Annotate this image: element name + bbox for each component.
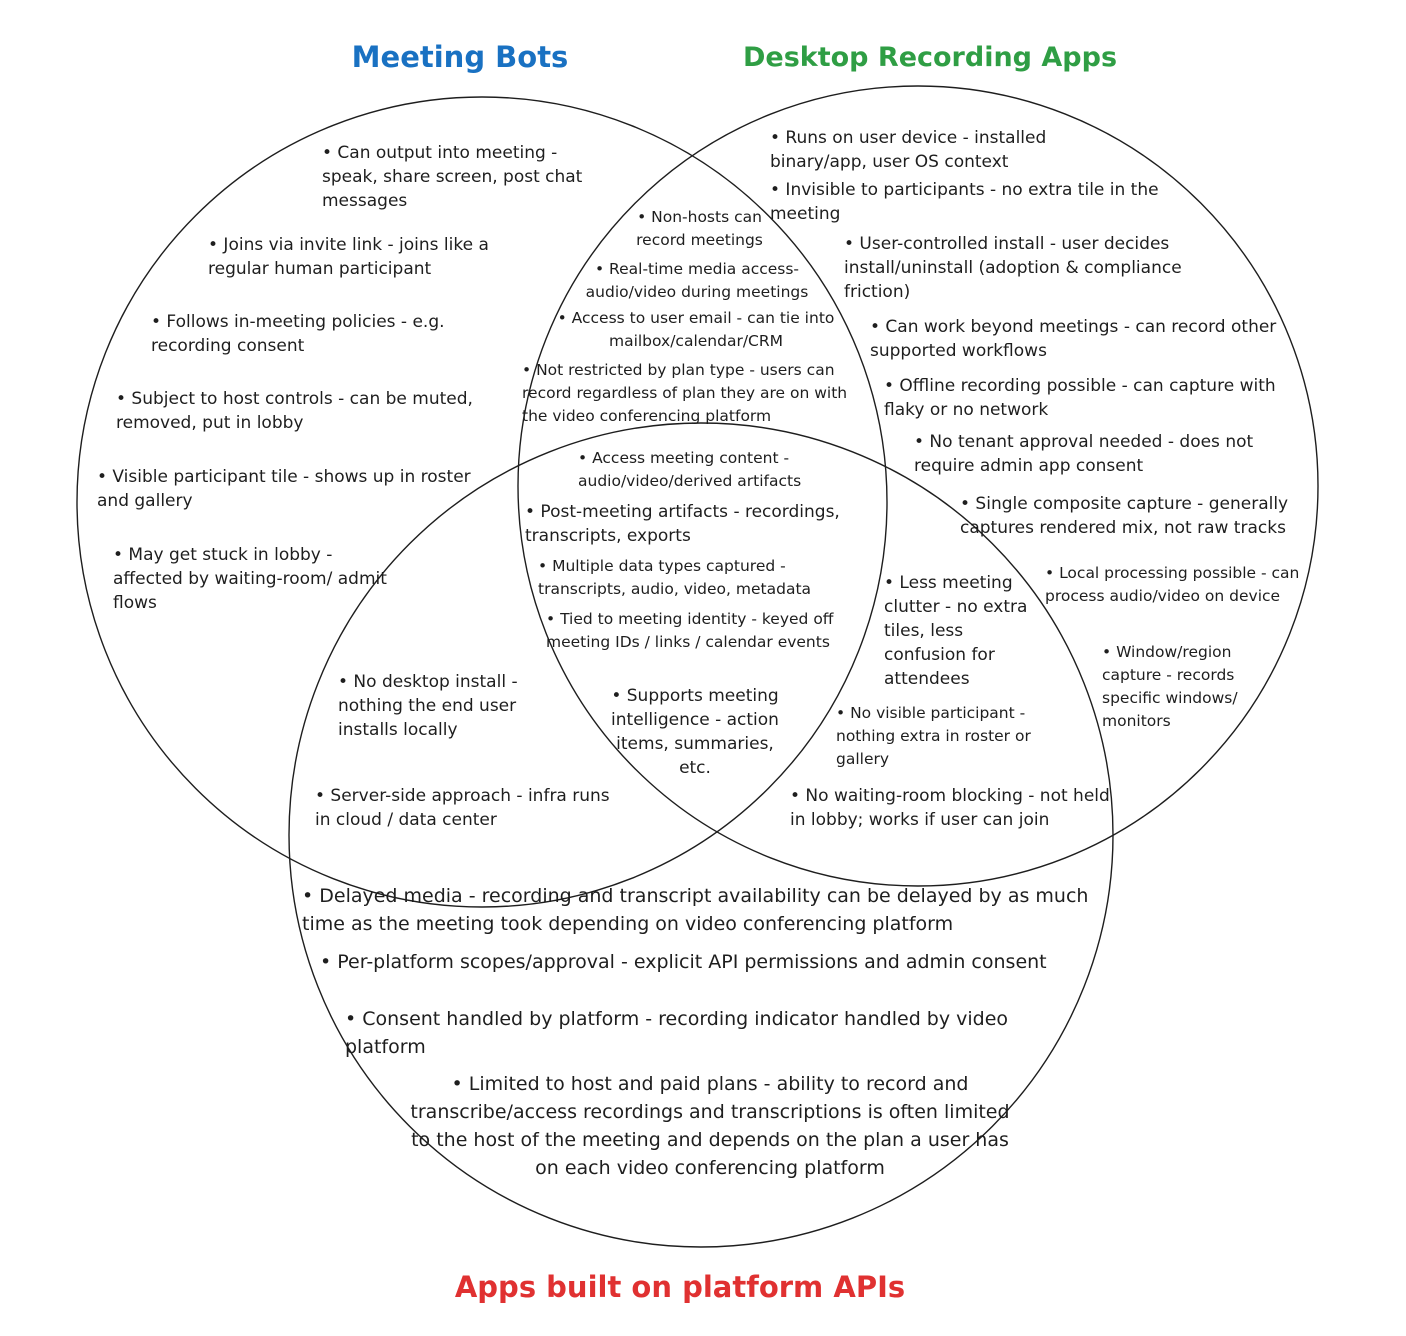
bots-desktop-item: • Not restricted by plan type - users can record regardless of plan they are on with the video conferencing platform <box>522 361 848 425</box>
desktop-item: • Window/region capture - records specific windows/ monitors <box>1102 643 1238 730</box>
bots-item: • Joins via invite link - joins like a regular human participant <box>208 235 489 279</box>
desktop-item: • Can work beyond meetings - can record other supported workflows <box>870 317 1277 361</box>
bots-item: • Follows in-meeting policies - e.g. recording consent <box>151 312 445 356</box>
desktop-platform-item: • No waiting-room blocking - not held in lobby; works if user can join <box>790 786 1110 830</box>
all-three-item: • Tied to meeting identity - keyed off meeting IDs / links / calendar events <box>546 610 834 651</box>
platform-item: • Delayed media - recording and transcript availability can be delayed by as much time as the meeting took depending on video conferencing platform <box>302 885 1089 935</box>
desktop-item: • Local processing possible - can process audio/video on device <box>1045 564 1300 605</box>
meeting-bots-title: Meeting Bots <box>351 40 569 74</box>
all-three-item: • Post-meeting artifacts - recordings, transcripts, exports <box>525 502 840 546</box>
all-three-item: • Supports meeting intelligence - action items, summaries, etc. <box>611 686 779 778</box>
desktop-platform-item: • No visible participant - nothing extra in roster or gallery <box>836 704 1031 768</box>
desktop-item: • Single composite capture - generally captures rendered mix, not raw tracks <box>960 494 1289 538</box>
desktop-item: • No tenant approval needed - does not require admin app consent <box>914 432 1254 476</box>
all-three-item: • Access meeting content - audio/video/derived artifacts <box>578 449 802 490</box>
bots-item: • Visible participant tile - shows up in roster and gallery <box>97 467 471 511</box>
bots-item: • Subject to host controls - can be muted, removed, put in lobby <box>116 389 473 433</box>
bots-item: • May get stuck in lobby - affected by waiting-room/ admit flows <box>113 545 387 613</box>
desktop-item: • Offline recording possible - can capture with flaky or no network <box>884 376 1276 420</box>
bots-platform-item: • Server-side approach - infra runs in cloud / data center <box>315 786 610 830</box>
bots-platform-item: • No desktop install - nothing the end user installs locally <box>338 672 518 740</box>
platform-item: • Consent handled by platform - recording indicator handled by video platform <box>345 1008 1009 1058</box>
bots-desktop-item: • Real-time media access- audio/video during meetings <box>585 260 809 301</box>
bots-desktop-item: • Access to user email - can tie into mailbox/calendar/CRM <box>557 309 835 350</box>
desktop-platform-item: • Less meeting clutter - no extra tiles, less confusion for attendees <box>884 573 1028 689</box>
all-three-item: • Multiple data types captured - transcripts, audio, video, metadata <box>538 557 812 598</box>
platform-item: • Limited to host and paid plans - ability to record and transcribe/access recordings and transcriptions is often limited to the host of the meeting and depends on the plan a user has on each video conferencing platform <box>410 1073 1010 1179</box>
platform-item: • Per-platform scopes/approval - explicit API permissions and admin consent <box>320 951 1047 973</box>
desktop-item: • User-controlled install - user decides install/uninstall (adoption & compliance friction) <box>844 234 1182 302</box>
bots-desktop-item: • Non-hosts can record meetings <box>636 208 763 249</box>
desktop-item: • Runs on user device - installed binary/app, user OS context <box>770 128 1047 172</box>
bots-item: • Can output into meeting - speak, share screen, post chat messages <box>322 143 583 211</box>
platform-apis-title: Apps built on platform APIs <box>454 1270 906 1304</box>
desktop-apps-title: Desktop Recording Apps <box>742 42 1118 73</box>
desktop-item: • Invisible to participants - no extra tile in the meeting <box>770 180 1159 224</box>
